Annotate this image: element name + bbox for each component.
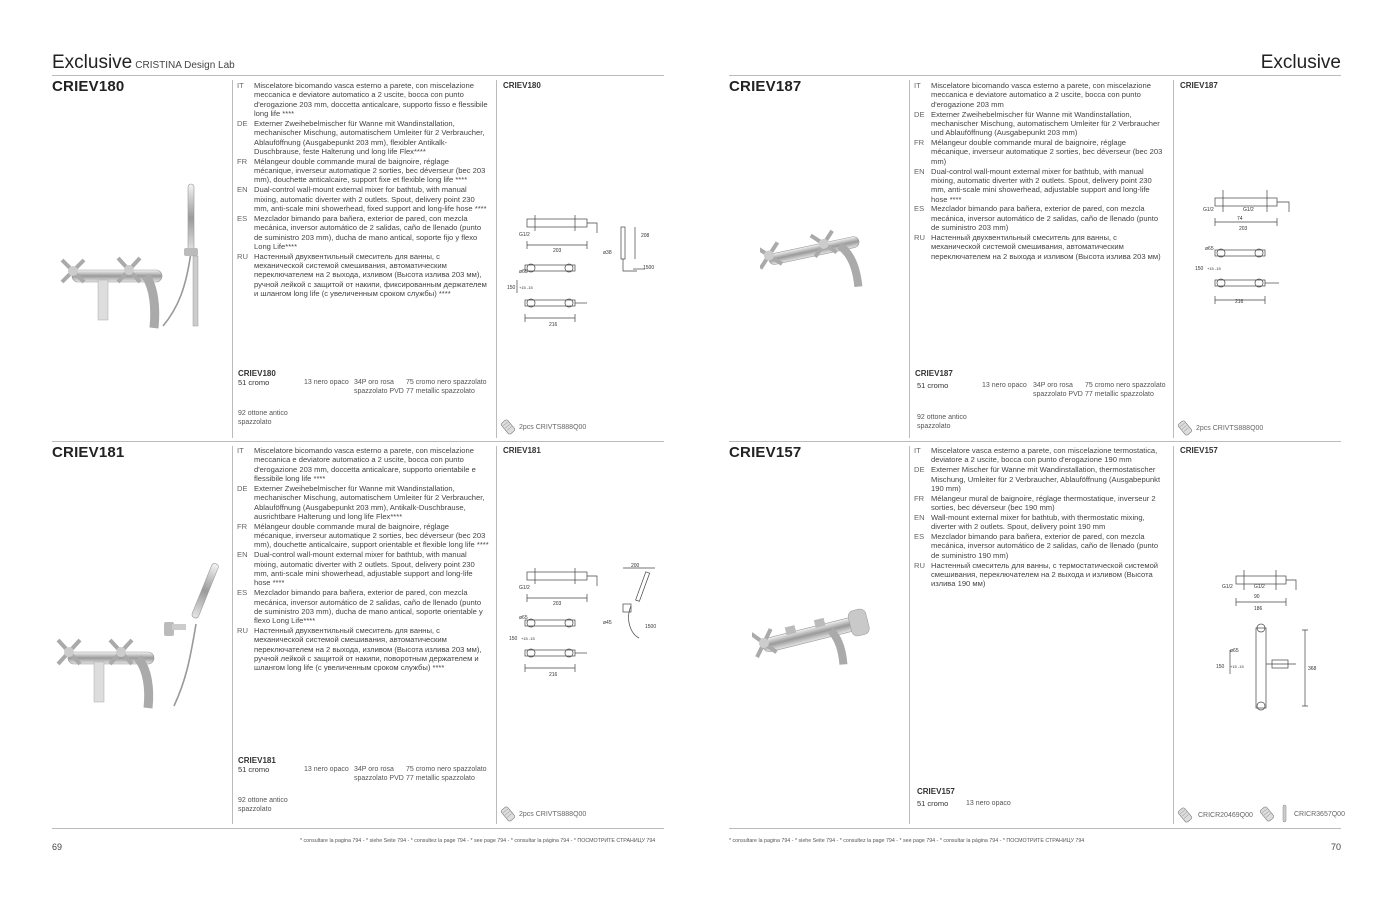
dim-length: 186 — [1254, 606, 1263, 612]
accessory — [1176, 420, 1263, 436]
page-number: 69 — [52, 842, 63, 852]
dim-thread: G1/2 — [1243, 207, 1254, 213]
desc-text: Mezclador bimando para bañera, exterior de pared, con mezcla mecánica, inversor automático de 2 salidas, caño de llenado (punto de suministro 203 mm) — [931, 204, 1159, 233]
product-description — [914, 81, 1167, 262]
accessory-code: CRICR3657Q00 — [1294, 810, 1345, 818]
dim-thread: G1/2 — [1222, 584, 1233, 590]
desc-row-es — [914, 204, 1167, 232]
finish-option: 75 cromo nero spazzolato 77 metallic spazzolato — [1085, 382, 1166, 398]
desc-row-en — [237, 550, 490, 587]
dim-thread: G1/2 — [1254, 584, 1265, 590]
lang-code: DE — [914, 109, 925, 119]
finish-option: 92 ottone antico spazzolato — [238, 410, 288, 426]
lang-code: FR — [914, 493, 925, 503]
finish-option: 34P oro rosa spazzolato PVD — [1033, 382, 1083, 398]
footnote: * consultare la pagina 794 - * siehe Seite 794 - * consultez la page 794 - * see page 794 - * consultar la página 794 - * ПОСМОТРИТЕ СТРАНИЦУ 794 — [729, 838, 1085, 844]
technical-drawing-criev187 — [1195, 184, 1315, 306]
desc-text: Externer Mischer für Wanne mit Wandinstallation, thermostatischer Mischung, Umleiter für 2 Verbraucher, Ablauföffnung (Ausgabepunkt 190 mm) — [931, 465, 1161, 493]
finish-option: 13 nero opaco — [304, 766, 349, 773]
desc-row-it — [914, 81, 1167, 109]
faucet-photo-criev181 — [56, 560, 228, 710]
drawing-label: CRIEV181 — [503, 446, 541, 455]
dim-height: 368 — [1308, 666, 1317, 672]
product-code: CRIEV180 — [52, 78, 125, 95]
accessory-code: CRICR20469Q00 — [1198, 811, 1253, 819]
finish-option: 51 cromo — [917, 381, 949, 390]
column-divider — [496, 446, 497, 824]
drawing-label: CRIEV187 — [1180, 81, 1218, 90]
desc-row-es — [914, 532, 1167, 560]
accessory — [499, 806, 586, 822]
dim-tolerance: +15 -15 — [521, 636, 535, 641]
column-divider — [232, 446, 233, 824]
desc-row-en — [914, 513, 1167, 532]
lang-code: DE — [237, 118, 248, 128]
lang-code: FR — [237, 521, 248, 531]
desc-row-es — [237, 214, 490, 251]
desc-row-de — [914, 465, 1167, 493]
accessory — [1176, 807, 1253, 823]
desc-row-ru — [914, 561, 1167, 589]
column-divider — [496, 80, 497, 438]
shower-set-icon — [1258, 804, 1292, 824]
dim-escutcheon: ø65 — [1230, 648, 1239, 654]
finish-option: 51 cromo — [238, 378, 270, 387]
lang-code: EN — [914, 166, 925, 176]
dim-height: 208 — [641, 233, 650, 239]
lang-code: EN — [237, 185, 248, 195]
desc-row-fr — [237, 522, 490, 550]
technical-drawing-criev180 — [505, 205, 660, 330]
desc-text: Externer Zweihebelmischer für Wanne mit Wandinstallation, mechanischer Mischung, automatischem Umleiter für 2 Verbraucher und Ablauföffnung (Ausgabepunkt 203 mm) — [931, 109, 1160, 138]
brand-title: Exclusive — [52, 52, 133, 73]
desc-row-fr — [237, 157, 490, 185]
column-divider — [909, 80, 910, 438]
lang-code: IT — [914, 81, 921, 90]
desc-text: Miscelatore bicomando vasca esterno a parete, con miscelazione meccanica e deviatore automatico a 2 uscite, bocca con punto d'erogazione 203 mm — [931, 81, 1151, 109]
desc-text: Externer Zweihebelmischer für Wanne mit Wandinstallation, mechanischer Mischung, automatischem Umleiter für 2 Verbraucher, Ablauföffnung (Ausgabepunkt 203 mm), flexibler Antikalk-Duschbrause, feste Halterung und long life Flex**** — [254, 118, 485, 156]
dim-height: 200 — [631, 563, 640, 569]
desc-row-de — [914, 110, 1167, 138]
desc-text: Mélangeur double commande mural de baignoire, réglage mécanique, inverseur automatique 2 sorties, bec déverseur (bec 203 mm), douchette anticalcaire, support fixe et flexible long life **** — [254, 156, 486, 185]
dim-hose: 1500 — [645, 624, 657, 630]
finish-option: 13 nero opaco — [304, 379, 349, 386]
desc-row-it — [237, 446, 490, 483]
dim-length: 203 — [553, 248, 562, 254]
faucet-photo-criev187 — [760, 220, 880, 300]
finish-option: 51 cromo — [238, 765, 270, 774]
desc-row-de — [237, 484, 490, 521]
dim-thread: G1/2 — [519, 232, 530, 238]
technical-drawing-criev157 — [1210, 566, 1322, 712]
product-description — [914, 446, 1167, 589]
dim-width: 216 — [549, 322, 558, 328]
desc-text: Dual-control wall-mount external mixer for bathtub, with manual mixing, automatic diverter with 2 outlets. Spout, delivery point 230 mm, anti-scale mini showerhead, adjustable support and long-life hose **** — [931, 166, 1152, 204]
dim-thread: G1/2 — [1203, 207, 1214, 213]
left-page-header — [52, 52, 235, 76]
desc-text: Dual-control wall-mount external mixer for bathtub, with manual mixing, automatic diverter with 2 outlets. Spout, delivery point 230 mm, anti-scale mini showerhead, adjustable support and long-life hose **** — [254, 550, 475, 588]
desc-row-fr — [914, 494, 1167, 513]
accessory-code: 2pcs CRIVTS888Q00 — [1196, 424, 1264, 432]
dim-length: 203 — [1239, 226, 1248, 232]
dim-thread: G1/2 — [519, 585, 530, 591]
faucet-photo-criev180 — [58, 178, 228, 333]
desc-text: Настенный двухвентильный смеситель для ванны, с механической системой смешивания, автоматическим переключателем на 2 выхода, изливом (Высота излива 203 мм), ручной лейкой с защитой от накипи, поворотным держателем и шлангом long life (с увеличенным сроком службы) **** — [254, 626, 482, 673]
desc-text: Настенный смеситель для ванны, с термостатической системой смешивания, переключателем на 2 выхода и изливом (Высота излива 190 мм) — [931, 560, 1159, 589]
lang-code: FR — [914, 138, 925, 148]
section-rule — [52, 441, 664, 442]
desc-row-it — [237, 81, 490, 118]
lang-code: DE — [914, 465, 925, 475]
product-code: CRIEV187 — [729, 78, 802, 95]
footer-rule — [729, 828, 1341, 829]
footer-rule — [52, 828, 664, 829]
product-code: CRIEV181 — [52, 444, 125, 461]
header-rule — [729, 75, 1341, 76]
lang-code: ES — [237, 213, 248, 223]
desc-row-en — [914, 167, 1167, 204]
lang-code: ES — [914, 204, 925, 214]
desc-row-ru — [914, 233, 1167, 261]
lang-code: ES — [914, 532, 925, 542]
dim-diameter: ø45 — [603, 620, 612, 626]
desc-text: Mélangeur mural de baignoire, réglage thermostatique, inverseur 2 sorties, bec déverseur (bec 190 mm) — [931, 493, 1156, 513]
accessory — [1258, 804, 1345, 824]
finish-option: 92 ottone antico spazzolato — [238, 797, 288, 813]
shower-head-icon — [1176, 420, 1194, 436]
desc-text: Настенный двухвентильный смеситель для ванны, с механической системой смешивания, автоматическим переключателем на 2 выхода и изливом (Высота излива 203 мм) — [931, 233, 1161, 261]
desc-text: Wall-mount external mixer for bathtub, with thermostatic mixing, diverter with 2 outlets. Spout, delivery point 190 mm — [931, 512, 1145, 532]
dim-centres: 150 — [507, 285, 516, 291]
dim-width: 216 — [549, 672, 558, 678]
shower-head-icon — [499, 806, 517, 822]
dim-length: 203 — [553, 601, 562, 607]
section-rule — [729, 441, 1341, 442]
desc-text: Mezclador bimando para bañera, exterior de pared, con mezcla mecánica, inversor automático de 2 salidas, caño de llenado (punto de suministro 190 mm) — [931, 532, 1159, 560]
dim-tolerance: +15 -15 — [1207, 266, 1221, 271]
shower-head-icon — [499, 419, 517, 435]
lang-code: RU — [237, 626, 248, 636]
finish-option: 92 ottone antico spazzolato — [917, 414, 967, 430]
brand-title: Exclusive — [1260, 52, 1341, 73]
dim-escutcheon: ø65 — [1205, 246, 1214, 252]
lang-code: RU — [914, 560, 925, 570]
dim-tolerance: +15 -15 — [519, 285, 533, 290]
accessory — [499, 419, 586, 435]
desc-row-ru — [237, 626, 490, 673]
desc-row-en — [237, 185, 490, 213]
finish-title: CRIEV187 — [915, 369, 953, 378]
drawing-label: CRIEV157 — [1180, 446, 1218, 455]
lang-code: ES — [237, 588, 248, 598]
finish-title: CRIEV180 — [238, 369, 276, 378]
lang-code: RU — [914, 233, 925, 242]
dim-tolerance: +15 -15 — [1230, 664, 1244, 669]
finish-option: 51 cromo — [917, 799, 949, 808]
product-code: CRIEV157 — [729, 444, 802, 461]
column-divider — [232, 80, 233, 438]
desc-text: Externer Zweihebelmischer für Wanne mit Wandinstallation, mechanischer Mischung, automatischem Umleiter für 2 Verbraucher, Ablauföffnung (Ausgabepunkt 203 mm), Antikalk-Duschbrause, ausrichtbare Halterung und long life Flex**** — [254, 483, 485, 521]
desc-text: Mezclador bimando para bañera, exterior de pared, con mezcla mecánica, inversor automático de 2 salidas, caño de llenado (punto de suministro 203 mm), ducha de mano antical, soporte fijo y flexo Long Life**** — [254, 213, 482, 251]
dim-projection: 90 — [1254, 594, 1260, 600]
column-divider — [909, 446, 910, 824]
drawing-label: CRIEV180 — [503, 81, 541, 90]
finish-option: 13 nero opaco — [966, 800, 1011, 807]
desc-text: Mélangeur double commande mural de baignoire, réglage mécanique, inverseur automatique 2 sorties, bec déverseur (bec 203 mm), douchette anticalcaire, support orientable et flexible long life **** — [254, 521, 489, 550]
desc-text: Miscelatore bicomando vasca esterno a parete, con miscelazione meccanica e deviatore automatico a 2 uscite, bocca con punto d'erogazione 203 mm, doccetta anticalcare, supporto fisso e flessibile long life **** — [254, 81, 488, 119]
shower-head-icon — [1176, 807, 1196, 823]
finish-title: CRIEV181 — [238, 756, 276, 765]
desc-row-it — [914, 446, 1167, 465]
desc-text: Настенный двухвентильный смеситель для ванны, с механической системой смешивания, автоматическим переключателем на 2 выхода, изливом (Высота излива 203 мм), ручной лейкой с защитой от накипи, фиксированным держателем и шлангом long life (с увеличенным сроком службы) **** — [254, 251, 487, 299]
right-page-header — [1261, 52, 1341, 76]
dim-hose: 1500 — [643, 265, 655, 271]
brand-subtitle: CRISTINA Design Lab — [135, 60, 235, 71]
finish-option: 75 cromo nero spazzolato 77 metallic spazzolato — [406, 379, 487, 395]
footnote: * consultare la pagina 794 - * siehe Seite 794 - * consultez la page 794 - * see page 794 - * consultar la página 794 - * ПОСМОТРИТЕ СТРАНИЦУ 794 — [300, 838, 656, 844]
dim-projection: 74 — [1237, 216, 1243, 222]
dim-width: 216 — [1235, 299, 1244, 305]
lang-code: IT — [237, 81, 244, 90]
product-description — [237, 81, 490, 299]
lang-code: IT — [237, 446, 244, 455]
lang-code: EN — [237, 550, 248, 560]
lang-code: EN — [914, 512, 925, 522]
faucet-photo-criev157 — [752, 600, 882, 675]
dim-centres: 150 — [1195, 266, 1204, 272]
finish-title: CRIEV157 — [917, 787, 955, 796]
desc-text: Miscelatore vasca esterno a parete, con miscelazione termostatica, deviatore a 2 uscite, bocca con punto d'erogazione 190 mm — [931, 446, 1158, 465]
desc-row-fr — [914, 138, 1167, 166]
desc-text: Miscelatore bicomando vasca esterno a parete, con miscelazione meccanica e deviatore automatico a 2 uscite, bocca con punto d'erogazione 203 mm, doccetta anticalcare, supporto orientabile e flessibile long life **** — [254, 446, 476, 484]
dim-centres: 150 — [1216, 664, 1225, 670]
dim-escutcheon: ø65 — [519, 269, 528, 275]
finish-option: 75 cromo nero spazzolato 77 metallic spazzolato — [406, 766, 487, 782]
lang-code: RU — [237, 251, 248, 261]
desc-text: Dual-control wall-mount external mixer for bathtub, with manual mixing, automatic diverter with 2 outlets. Spout, delivery point 230 mm, anti-scale mini showerhead, fixed support and long-life hose **** — [254, 185, 487, 213]
desc-row-ru — [237, 252, 490, 299]
finish-option: 13 nero opaco — [982, 382, 1027, 389]
lang-code: FR — [237, 156, 248, 166]
page-number: 70 — [1330, 842, 1341, 852]
dim-escutcheon: ø65 — [519, 615, 528, 621]
product-description — [237, 446, 490, 673]
column-divider — [1173, 80, 1174, 438]
accessory-code: 2pcs CRIVTS888Q00 — [519, 810, 587, 818]
finish-option: 34P oro rosa spazzolato PVD — [354, 766, 404, 782]
desc-text: Mezclador bimando para bañera, exterior de pared, con mezcla mecánica, inversor automático de 2 salidas, caño de llenado (punto de suministro 203 mm), ducha de mano antical, soporte orientable y flexo Long Life**** — [254, 588, 483, 626]
dim-diameter: ø38 — [603, 250, 612, 256]
desc-row-de — [237, 119, 490, 156]
desc-text: Mélangeur double commande mural de baignoire, réglage mécanique, inverseur automatique 2 sorties, bec déverseur (bec 203 mm) — [931, 138, 1163, 166]
lang-code: DE — [237, 483, 248, 493]
dim-centres: 150 — [509, 636, 518, 642]
column-divider — [1173, 446, 1174, 824]
lang-code: IT — [914, 446, 921, 455]
accessory-code: 2pcs CRIVTS888Q00 — [519, 423, 587, 431]
header-rule — [52, 75, 664, 76]
desc-row-es — [237, 588, 490, 625]
technical-drawing-criev181 — [505, 560, 660, 680]
finish-option: 34P oro rosa spazzolato PVD — [354, 379, 404, 395]
